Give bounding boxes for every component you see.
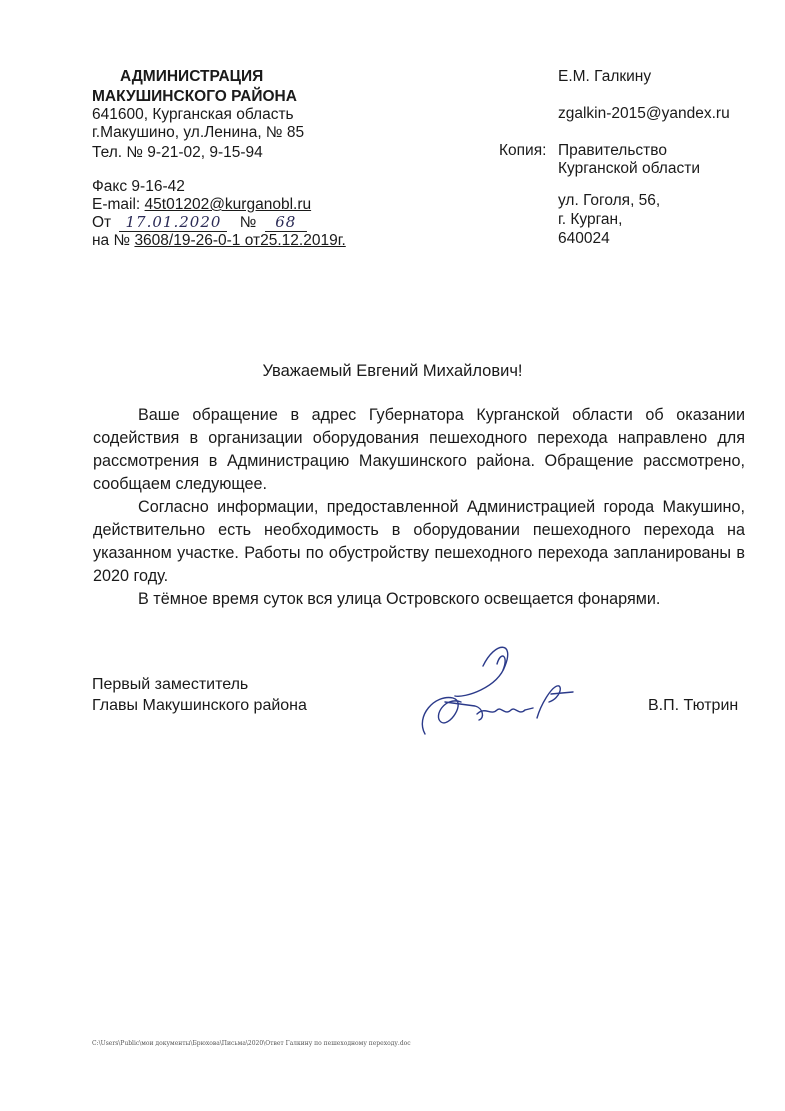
- footer-file-path: C:\Users\Public\мои документы\Брюхова\Письма\2020\Ответ Галкину по пешеходному переходу.doc: [92, 1040, 411, 1047]
- copy-address-line1: ул. Гоголя, 56,: [558, 192, 661, 209]
- letter-greeting: Уважаемый Евгений Михайлович!: [262, 362, 523, 380]
- sender-email-row: [92, 196, 311, 214]
- handwritten-date: 17.01.2020: [119, 213, 227, 232]
- recipient-name: Е.М. Галкину: [558, 68, 652, 85]
- copy-address-line2: г. Курган,: [558, 211, 623, 228]
- sender-email-label: E-mail:: [92, 196, 141, 213]
- org-name-line2: МАКУШИНСКОГО РАЙОНА: [92, 88, 297, 105]
- sender-address-line1: 641600, Курганская область: [92, 106, 294, 123]
- sender-address-line2: г.Макушино, ул.Ленина, № 85: [92, 124, 305, 141]
- copy-recipient-line1: Правительство: [558, 142, 667, 159]
- sender-fax: Факс 9-16-42: [92, 178, 185, 195]
- letter-paragraph: Согласно информации, предоставленной Администрацией города Макушино, действительно есть необходимость в оборудовании пешеходного перехода на указанном участке. Работы по обустройству пешеходного перехода запланированы в 2020 году.: [93, 498, 745, 585]
- org-name-line1: АДМИНИСТРАЦИЯ: [120, 68, 264, 85]
- reply-reference: 3608/19-26-0-1 от25.12.2019г.: [134, 232, 346, 249]
- reply-reference-row: [92, 232, 346, 250]
- signer-title-line1: Первый заместитель: [92, 676, 249, 693]
- signer-name: В.П. Тютрин: [648, 697, 739, 714]
- copy-label: Копия:: [499, 142, 547, 159]
- signer-title-line2: Главы Макушинского района: [92, 697, 307, 714]
- letter-body: [93, 404, 745, 611]
- copy-recipient-line2: Курганской области: [558, 160, 700, 177]
- recipient-email[interactable]: zgalkin-2015@yandex.ru: [558, 105, 730, 122]
- copy-address-line3: 640024: [558, 230, 610, 247]
- handwritten-number: 68: [265, 213, 307, 232]
- sender-phone: Тел. № 9-21-02, 9-15-94: [92, 144, 263, 161]
- reply-label: на №: [92, 232, 131, 249]
- letter-paragraph: Ваше обращение в адрес Губернатора Курганской области об оказании содействия в организации оборудования пешеходного перехода направлено для рассмотрения в Администрацию Макушинского района. Обращение рассмотрено, сообщаем следующее.: [93, 406, 745, 493]
- handwritten-signature: [405, 636, 585, 746]
- outgoing-date-row: [92, 213, 307, 232]
- number-label: №: [239, 214, 257, 231]
- sender-email-link[interactable]: 45t01202@kurganobl.ru: [144, 196, 312, 213]
- date-label: От: [92, 214, 112, 231]
- letter-paragraph: В тёмное время суток вся улица Островского освещается фонарями.: [138, 590, 661, 608]
